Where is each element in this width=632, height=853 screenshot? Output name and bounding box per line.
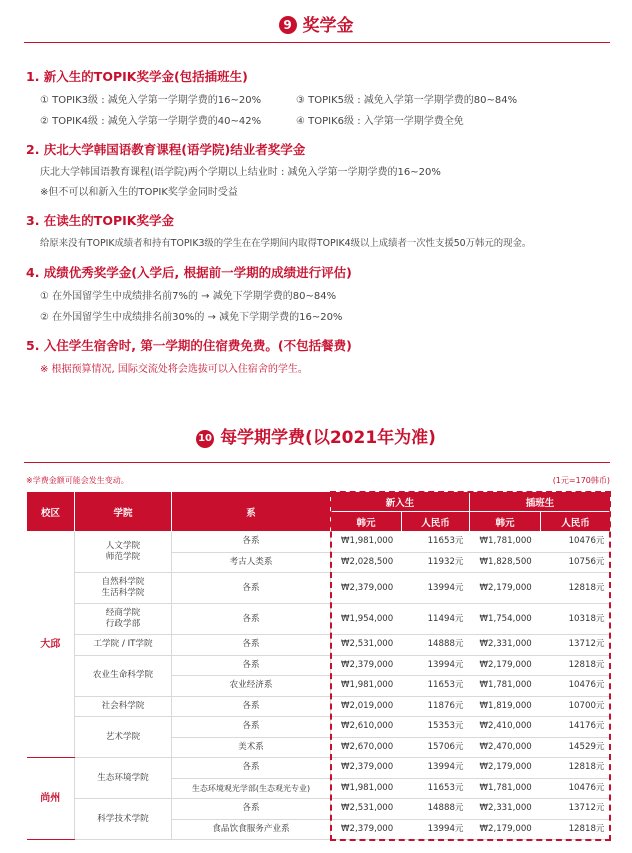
new-cny-cell: 13994元 bbox=[402, 758, 470, 779]
scholarship-1-title: 1. 新入生的TOPIK奖学金(包括插班生) bbox=[26, 69, 248, 84]
new-krw-cell: ₩2,379,000 bbox=[331, 573, 402, 604]
college-cell: 人文学院 师范学院 bbox=[75, 532, 172, 573]
header-dept: 系 bbox=[172, 492, 331, 532]
scholarship-2-note: ※但不可以和新入生的TOPIK奖学金同时受益 bbox=[40, 187, 238, 198]
scholarship-5-note: ※ 根据预算情况, 国际交流处将会选拔可以入住宿舍的学生。 bbox=[40, 364, 308, 375]
new-krw-cell: ₩1,981,000 bbox=[331, 676, 402, 697]
header-college: 学院 bbox=[75, 492, 172, 532]
scholarship-3-line: 给原来没有TOPIK成绩者和持有TOPIK3级的学生在在学期间内取得TOPIK4级以上成绩者一次性支援50万韩元的现金。 bbox=[40, 238, 532, 249]
college-cell: 经商学院 行政学部 bbox=[75, 604, 172, 635]
transfer-krw-cell: ₩2,179,000 bbox=[470, 758, 541, 779]
transfer-cny-cell: 10700元 bbox=[541, 696, 611, 717]
scholarship-2-line: 庆北大学韩国语教育课程(语学院)两个学期以上结业时 : 减免入学第一学期学费的16~20% bbox=[40, 167, 441, 178]
new-cny-cell: 11876元 bbox=[402, 696, 470, 717]
new-cny-cell: 11653元 bbox=[402, 532, 470, 553]
transfer-cny-cell: 10476元 bbox=[541, 778, 611, 799]
college-cell: 自然科学院 生活科学院 bbox=[75, 573, 172, 604]
header-transfer-students: 插班生 bbox=[470, 492, 611, 512]
new-cny-cell: 11932元 bbox=[402, 552, 470, 573]
transfer-cny-cell: 10476元 bbox=[541, 532, 611, 553]
dept-cell: 食品饮食服务产业系 bbox=[172, 819, 331, 840]
transfer-cny-cell: 12818元 bbox=[541, 573, 611, 604]
new-krw-cell: ₩2,019,000 bbox=[331, 696, 402, 717]
scholarship-1-item: ① TOPIK3级 : 减免入学第一学期学费的16~20% bbox=[40, 95, 262, 106]
new-krw-cell: ₩1,954,000 bbox=[331, 604, 402, 635]
header-krw: 韩元 bbox=[331, 512, 402, 532]
dept-cell: 各系 bbox=[172, 758, 331, 779]
new-krw-cell: ₩1,981,000 bbox=[331, 532, 402, 553]
transfer-cny-cell: 13712元 bbox=[541, 635, 611, 656]
new-cny-cell: 13994元 bbox=[402, 573, 470, 604]
fee-change-note: ※学费金额可能会发生变动。 bbox=[26, 476, 129, 485]
dept-cell: 各系 bbox=[172, 604, 331, 635]
new-cny-cell: 13994元 bbox=[402, 819, 470, 840]
new-cny-cell: 11494元 bbox=[402, 604, 470, 635]
scholarship-2-title: 2. 庆北大学韩国语教育课程(语学院)结业者奖学金 bbox=[26, 142, 306, 157]
college-cell: 社会科学院 bbox=[75, 696, 172, 717]
dept-cell: 各系 bbox=[172, 532, 331, 553]
scholarship-3-title: 3. 在读生的TOPIK奖学金 bbox=[26, 213, 174, 228]
section-number-badge: 10 bbox=[196, 430, 214, 448]
transfer-krw-cell: ₩1,781,000 bbox=[470, 676, 541, 697]
college-cell: 生态环境学院 bbox=[75, 758, 172, 799]
header-cny: 人民币 bbox=[402, 512, 470, 532]
new-krw-cell: ₩2,670,000 bbox=[331, 737, 402, 758]
scholarship-4-title: 4. 成绩优秀奖学金(入学后, 根据前一学期的成绩进行评估) bbox=[26, 265, 352, 280]
table-row bbox=[27, 604, 611, 635]
dept-cell: 各系 bbox=[172, 799, 331, 820]
new-krw-cell: ₩2,610,000 bbox=[331, 717, 402, 738]
new-cny-cell: 15706元 bbox=[402, 737, 470, 758]
new-krw-cell: ₩2,379,000 bbox=[331, 655, 402, 676]
table-row bbox=[27, 799, 611, 820]
header-campus: 校区 bbox=[27, 492, 75, 532]
transfer-cny-cell: 14529元 bbox=[541, 737, 611, 758]
college-cell: 艺术学院 bbox=[75, 717, 172, 758]
new-krw-cell: ₩1,981,000 bbox=[331, 778, 402, 799]
scholarship-4-line: ① 在外国留学生中成绩排名前7%的 → 减免下学期学费的80~84% bbox=[40, 291, 337, 302]
transfer-krw-cell: ₩2,410,000 bbox=[470, 717, 541, 738]
section-title: 每学期学费(以2021年为准) bbox=[220, 428, 436, 448]
table-row bbox=[27, 573, 611, 604]
campus-cell: 尚州 bbox=[27, 758, 75, 840]
table-row bbox=[27, 655, 611, 676]
new-cny-cell: 14888元 bbox=[402, 635, 470, 656]
transfer-cny-cell: 12818元 bbox=[541, 655, 611, 676]
new-cny-cell: 13994元 bbox=[402, 655, 470, 676]
section-divider bbox=[24, 42, 610, 43]
college-cell: 工学院 / IT学院 bbox=[75, 635, 172, 656]
header-cny: 人民币 bbox=[541, 512, 611, 532]
new-cny-cell: 14888元 bbox=[402, 799, 470, 820]
new-krw-cell: ₩2,531,000 bbox=[331, 799, 402, 820]
transfer-cny-cell: 12818元 bbox=[541, 819, 611, 840]
new-krw-cell: ₩2,531,000 bbox=[331, 635, 402, 656]
transfer-krw-cell: ₩1,781,000 bbox=[470, 532, 541, 553]
new-krw-cell: ₩2,379,000 bbox=[331, 758, 402, 779]
new-cny-cell: 11653元 bbox=[402, 778, 470, 799]
section-divider bbox=[24, 462, 610, 463]
dept-cell: 各系 bbox=[172, 655, 331, 676]
section-9-heading bbox=[0, 11, 632, 36]
table-row bbox=[27, 696, 611, 717]
transfer-krw-cell: ₩1,819,000 bbox=[470, 696, 541, 717]
table-row bbox=[27, 532, 611, 553]
exchange-rate-note: (1元=170韩币) bbox=[552, 476, 610, 485]
new-cny-cell: 15353元 bbox=[402, 717, 470, 738]
scholarship-1-item: ④ TOPIK6级 : 入学第一学期学费全免 bbox=[296, 116, 464, 127]
college-cell: 科学技术学院 bbox=[75, 799, 172, 840]
transfer-krw-cell: ₩2,179,000 bbox=[470, 573, 541, 604]
transfer-krw-cell: ₩1,754,000 bbox=[470, 604, 541, 635]
tuition-fee-table bbox=[26, 491, 611, 840]
transfer-cny-cell: 13712元 bbox=[541, 799, 611, 820]
new-krw-cell: ₩2,379,000 bbox=[331, 819, 402, 840]
section-10-heading bbox=[0, 423, 632, 448]
college-cell: 农业生命科学院 bbox=[75, 655, 172, 696]
campus-cell: 大邱 bbox=[27, 532, 75, 758]
section-number-badge: 9 bbox=[279, 16, 297, 34]
dept-cell: 考古人类系 bbox=[172, 552, 331, 573]
dept-cell: 美术系 bbox=[172, 737, 331, 758]
dept-cell: 农业经济系 bbox=[172, 676, 331, 697]
transfer-cny-cell: 10476元 bbox=[541, 676, 611, 697]
table-row bbox=[27, 758, 611, 779]
header-krw: 韩元 bbox=[470, 512, 541, 532]
transfer-krw-cell: ₩2,179,000 bbox=[470, 655, 541, 676]
dept-cell: 各系 bbox=[172, 696, 331, 717]
transfer-cny-cell: 14176元 bbox=[541, 717, 611, 738]
header-new-students: 新入生 bbox=[331, 492, 470, 512]
transfer-krw-cell: ₩1,781,000 bbox=[470, 778, 541, 799]
dept-cell: 生态环境观光学部(生态观光专业) bbox=[172, 778, 331, 799]
transfer-krw-cell: ₩1,828,500 bbox=[470, 552, 541, 573]
transfer-cny-cell: 12818元 bbox=[541, 758, 611, 779]
transfer-krw-cell: ₩2,470,000 bbox=[470, 737, 541, 758]
new-cny-cell: 11653元 bbox=[402, 676, 470, 697]
new-krw-cell: ₩2,028,500 bbox=[331, 552, 402, 573]
table-row bbox=[27, 635, 611, 656]
transfer-cny-cell: 10318元 bbox=[541, 604, 611, 635]
dept-cell: 各系 bbox=[172, 635, 331, 656]
dept-cell: 各系 bbox=[172, 717, 331, 738]
scholarship-1-item: ② TOPIK4级 : 减免入学第一学期学费的40~42% bbox=[40, 116, 262, 127]
transfer-krw-cell: ₩2,331,000 bbox=[470, 635, 541, 656]
scholarship-1-item: ③ TOPIK5级 : 减免入学第一学期学费的80~84% bbox=[296, 95, 518, 106]
table-row bbox=[27, 717, 611, 738]
scholarship-5-title: 5. 入住学生宿舍时, 第一学期的住宿费免费。(不包括餐费) bbox=[26, 338, 352, 353]
transfer-cny-cell: 10756元 bbox=[541, 552, 611, 573]
scholarship-4-line: ② 在外国留学生中成绩排名前30%的 → 减免下学期学费的16~20% bbox=[40, 312, 343, 323]
section-title: 奖学金 bbox=[302, 16, 354, 36]
dept-cell: 各系 bbox=[172, 573, 331, 604]
transfer-krw-cell: ₩2,331,000 bbox=[470, 799, 541, 820]
transfer-krw-cell: ₩2,179,000 bbox=[470, 819, 541, 840]
